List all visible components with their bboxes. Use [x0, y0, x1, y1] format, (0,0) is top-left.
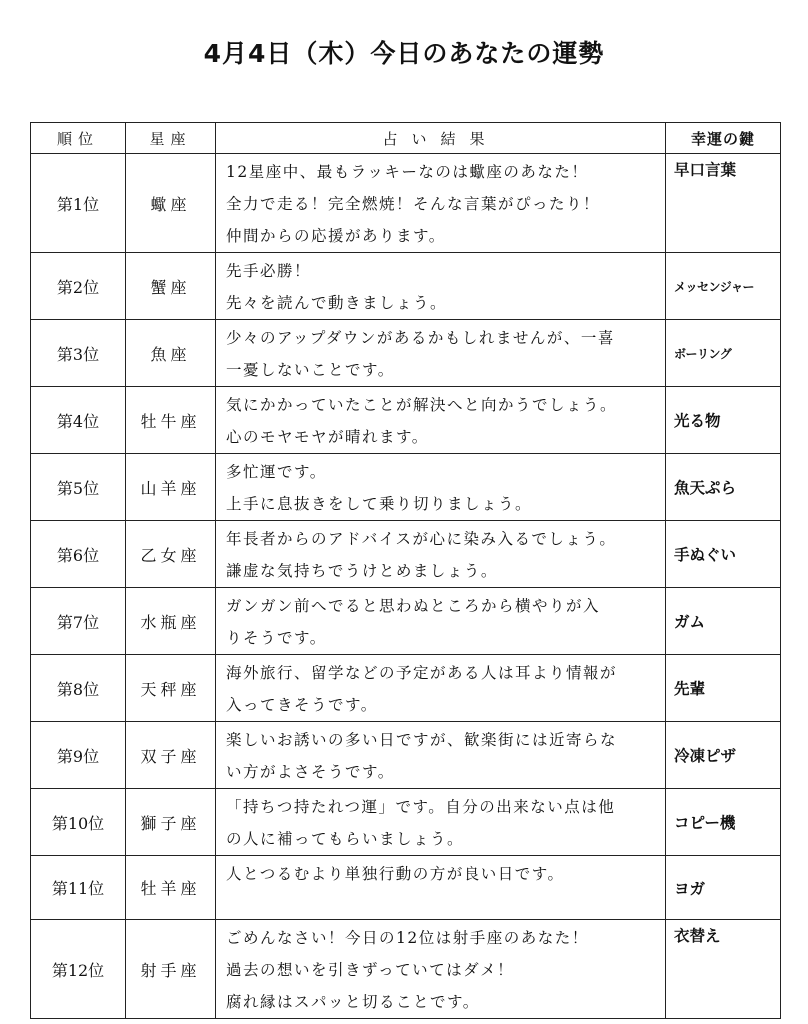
- fortune-line: 12星座中、最もラッキーなのは蠍座のあなた！: [226, 163, 589, 181]
- fortune-line: 先々を読んで動きましょう。: [226, 294, 448, 312]
- rank-cell: 第3位: [31, 320, 126, 387]
- lucky-key-cell: 魚天ぷら: [666, 454, 781, 521]
- rank-cell: 第6位: [31, 521, 126, 588]
- fortune-line: 「持ちつ持たれつ運」です。自分の出来ない点は他: [226, 798, 616, 816]
- fortune-result-cell: [216, 387, 666, 454]
- zodiac-sign-cell: 魚座: [126, 320, 216, 387]
- rank-cell: 第12位: [31, 920, 126, 1019]
- fortune-line: 一憂しないことです。: [226, 361, 395, 379]
- fortune-line: 楽しいお誘いの多い日ですが、歓楽街には近寄らな: [226, 731, 618, 749]
- rank-cell: 第11位: [31, 856, 126, 920]
- fortune-line: 心のモヤモヤが晴れます。: [226, 428, 429, 446]
- rank-cell: 第10位: [31, 789, 126, 856]
- fortune-line: 人とつるむより単独行動の方が良い日です。: [226, 865, 565, 883]
- fortune-line: ごめんなさい！今日の12位は射手座のあなた！: [226, 929, 589, 947]
- rank-cell: 第2位: [31, 253, 126, 320]
- rank-cell: 第5位: [31, 454, 126, 521]
- lucky-key-cell: 衣替え: [666, 920, 781, 1019]
- fortune-line: 入ってきそうです。: [226, 696, 378, 714]
- fortune-result-cell: [216, 154, 666, 253]
- zodiac-sign-cell: 山羊座: [126, 454, 216, 521]
- zodiac-sign-cell: 天秤座: [126, 655, 216, 722]
- table-row: [31, 789, 781, 856]
- zodiac-sign-cell: 射手座: [126, 920, 216, 1019]
- zodiac-sign-cell: 乙女座: [126, 521, 216, 588]
- header-result: 占い結果: [216, 123, 666, 154]
- zodiac-sign-cell: 牡羊座: [126, 856, 216, 920]
- fortune-line: 気にかかっていたことが解決へと向かうでしょう。: [226, 396, 618, 414]
- fortune-result-cell: [216, 253, 666, 320]
- table-row: [31, 387, 781, 454]
- fortune-line: 仲間からの応援があります。: [226, 227, 446, 245]
- fortune-result-cell: [216, 655, 666, 722]
- table-row: [31, 454, 781, 521]
- fortune-line: 先手必勝！: [226, 262, 312, 280]
- fortune-result-cell: [216, 789, 666, 856]
- lucky-key-cell: 冷凍ピザ: [666, 722, 781, 789]
- lucky-key-cell: ガム: [666, 588, 781, 655]
- fortune-result-cell: [216, 856, 666, 920]
- table-row: [31, 655, 781, 722]
- zodiac-sign-cell: 双子座: [126, 722, 216, 789]
- zodiac-sign-cell: 蟹座: [126, 253, 216, 320]
- table-row: [31, 154, 781, 253]
- zodiac-sign-cell: 牡牛座: [126, 387, 216, 454]
- fortune-line: りそうです。: [226, 629, 327, 647]
- fortune-result-cell: [216, 320, 666, 387]
- lucky-key-cell: コピー機: [666, 789, 781, 856]
- rank-cell: 第9位: [31, 722, 126, 789]
- table-row: [31, 856, 781, 920]
- header-rank: 順位: [31, 123, 126, 154]
- fortune-line: い方がよさそうです。: [226, 763, 395, 781]
- lucky-key-cell: 早口言葉: [666, 154, 781, 253]
- fortune-line: 謙虚な気持ちでうけとめましょう。: [226, 562, 498, 580]
- table-row: [31, 920, 781, 1019]
- lucky-key-cell: ヨガ: [666, 856, 781, 920]
- table-row: [31, 521, 781, 588]
- table-row: [31, 320, 781, 387]
- fortune-line: 多忙運です。: [226, 463, 327, 481]
- table-row: [31, 722, 781, 789]
- fortune-line: 少々のアップダウンがあるかもしれませんが、一喜: [226, 329, 615, 347]
- lucky-key-cell: 先輩: [666, 655, 781, 722]
- fortune-result-cell: [216, 454, 666, 521]
- rank-cell: 第8位: [31, 655, 126, 722]
- fortune-line: 過去の想いを引きずっていてはダメ！: [226, 961, 515, 979]
- header-sign: 星座: [126, 123, 216, 154]
- rank-cell: 第1位: [31, 154, 126, 253]
- fortune-result-cell: [216, 521, 666, 588]
- page-title: 4月4日（木）今日のあなたの運勢: [203, 39, 605, 68]
- table-row: [31, 253, 781, 320]
- lucky-key-cell: ボーリング: [666, 320, 781, 387]
- fortune-result-cell: [216, 920, 666, 1019]
- zodiac-sign-cell: 獅子座: [126, 789, 216, 856]
- fortune-line: 年長者からのアドバイスが心に染み入るでしょう。: [226, 530, 617, 548]
- fortune-result-cell: [216, 588, 666, 655]
- rank-cell: 第7位: [31, 588, 126, 655]
- fortune-line: の人に補ってもらいましょう。: [226, 830, 465, 848]
- fortune-line: 全力で走る！完全燃焼！そんな言葉がぴったり！: [226, 195, 601, 213]
- rank-cell: 第4位: [31, 387, 126, 454]
- header-lucky-key: 幸運の鍵: [666, 123, 781, 154]
- lucky-key-cell: 光る物: [666, 387, 781, 454]
- lucky-key-cell: 手ぬぐい: [666, 521, 781, 588]
- fortune-line: 上手に息抜きをして乗り切りましょう。: [226, 495, 533, 513]
- fortune-line: ガンガン前へでると思わぬところから横やりが入: [226, 597, 601, 615]
- fortune-line: 海外旅行、留学などの予定がある人は耳より情報が: [226, 664, 618, 682]
- table-row: [31, 588, 781, 655]
- fortune-table: [30, 122, 781, 1019]
- header-row: [31, 123, 781, 154]
- lucky-key-cell: メッセンジャー: [666, 253, 781, 320]
- fortune-result-cell: [216, 722, 666, 789]
- zodiac-sign-cell: 蠍座: [126, 154, 216, 253]
- fortune-line: 腐れ縁はスパッと切ることです。: [226, 993, 480, 1011]
- fortune-rows: [31, 154, 781, 1019]
- zodiac-sign-cell: 水瓶座: [126, 588, 216, 655]
